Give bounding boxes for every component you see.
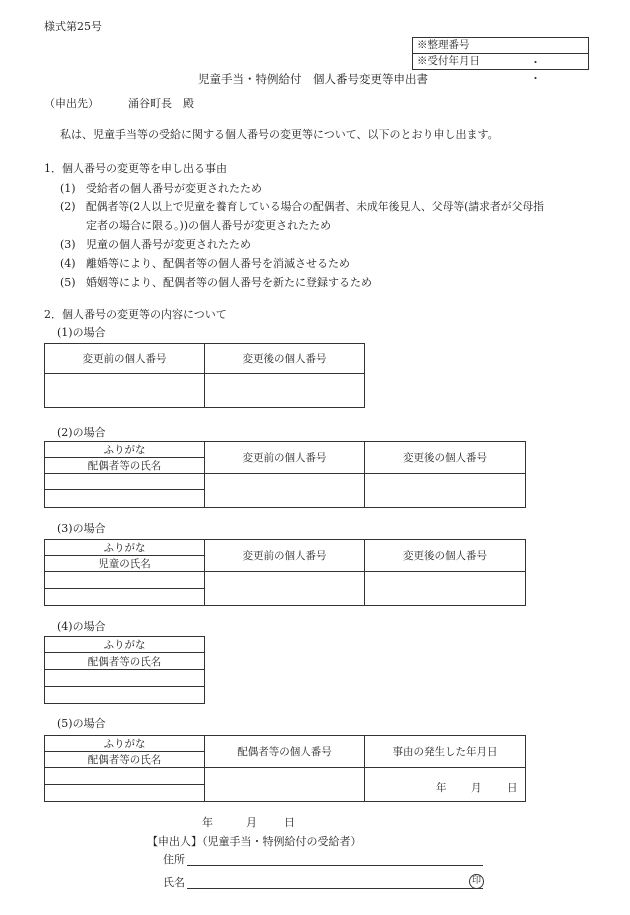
case5-label: (5)の場合 — [57, 717, 106, 730]
section2-heading: 2．個人番号の変更等の内容について — [44, 308, 227, 321]
case3-table — [44, 539, 526, 606]
case5-day: 日 — [507, 782, 518, 794]
case5-date-header: 事由の発生した年月日 — [365, 736, 526, 768]
case5-name-header: 配偶者等の氏名 — [45, 752, 205, 768]
reason-2-text: 配偶者等(2人以上で児童を養育している場合の配偶者、未成年後見人、父母等(請求者が父母指 — [86, 200, 544, 213]
case5-date-field[interactable] — [365, 768, 526, 802]
reason-2-num: (2) — [60, 200, 76, 213]
case5-furigana-header: ふりがな — [45, 736, 205, 752]
name-field[interactable] — [187, 888, 483, 889]
case5-year: 年 — [436, 782, 447, 794]
case4-label: (4)の場合 — [57, 620, 106, 633]
case4-name-header: 配偶者等の氏名 — [45, 653, 205, 670]
case2-after-header: 変更後の個人番号 — [365, 442, 526, 474]
statement: 私は、児童手当等の受給に関する個人番号の変更等について、以下のとおり申し出ます。 — [60, 128, 499, 141]
address-field[interactable] — [187, 865, 483, 866]
page-title: 児童手当・特例給付 個人番号変更等申出書 — [198, 72, 428, 86]
applicant-heading: 【申出人】（児童手当・特例給付の受給者） — [147, 835, 362, 848]
footer-year: 年 — [202, 816, 213, 829]
case4-furigana-field[interactable] — [45, 670, 205, 687]
footer-day: 日 — [284, 816, 295, 829]
name-label: 氏名 — [163, 876, 185, 889]
case5-month: 月 — [471, 782, 482, 794]
case5-number-header: 配偶者等の個人番号 — [205, 736, 365, 768]
case3-before-header: 変更前の個人番号 — [205, 540, 365, 572]
addressee-name: 涌谷町長 殿 — [128, 97, 194, 110]
seal-mark: 印 — [469, 874, 484, 889]
case2-table — [44, 441, 526, 508]
section1-heading: 1．個人番号の変更等を申し出る事由 — [44, 162, 227, 175]
reason-3-text: 児童の個人番号が変更されたため — [86, 238, 251, 251]
reason-4-num: (4) — [60, 257, 76, 270]
reason-2-text-cont: 定者の場合に限る。))の個人番号が変更されたため — [86, 219, 332, 232]
office-number-label: ※整理番号 — [417, 39, 470, 51]
office-use-box — [412, 37, 589, 85]
case1-before-header: 変更前の個人番号 — [45, 344, 205, 374]
case5-name-field[interactable] — [45, 785, 205, 802]
reason-5-text: 婚姻等により、配偶者等の個人番号を新たに登録するため — [86, 276, 372, 289]
case5-furigana-field[interactable] — [45, 768, 205, 785]
case1-label: (1)の場合 — [57, 326, 106, 339]
office-date-label: ※受付年月日 — [413, 53, 588, 69]
case5-number-field[interactable] — [205, 768, 365, 802]
case4-name-field[interactable] — [45, 687, 205, 704]
case4-table — [44, 636, 205, 704]
case3-after-digits[interactable] — [365, 572, 526, 606]
reason-3-num: (3) — [60, 238, 76, 251]
case3-label: (3)の場合 — [57, 522, 106, 535]
case2-after-digits[interactable] — [365, 474, 526, 508]
addressee-label: （申出先） — [44, 97, 99, 110]
case1-table — [44, 343, 365, 408]
footer-month: 月 — [246, 816, 257, 829]
case1-after-digits[interactable] — [205, 374, 365, 408]
case3-furigana-header: ふりがな — [45, 540, 205, 556]
case2-name-field[interactable] — [45, 490, 205, 508]
case2-before-header: 変更前の個人番号 — [205, 442, 365, 474]
case2-furigana-field[interactable] — [45, 474, 205, 490]
address-label: 住所 — [163, 853, 185, 866]
case3-name-header: 児童の氏名 — [45, 556, 205, 572]
case4-furigana-header: ふりがな — [45, 637, 205, 653]
case2-label: (2)の場合 — [57, 426, 106, 439]
case5-table — [44, 735, 526, 802]
case1-after-header: 変更後の個人番号 — [205, 344, 365, 374]
form-number: 様式第25号 — [44, 20, 102, 33]
case2-name-header: 配偶者等の氏名 — [45, 458, 205, 474]
reason-4-text: 離婚等により、配偶者等の個人番号を消滅させるため — [86, 257, 350, 270]
reason-1-text: 受給者の個人番号が変更されたため — [86, 182, 262, 195]
office-date-dots: ・ ・ — [530, 56, 563, 85]
case1-before-digits[interactable] — [45, 374, 205, 408]
reason-1-num: (1) — [60, 182, 76, 195]
case2-furigana-header: ふりがな — [45, 442, 205, 458]
case3-name-field[interactable] — [45, 589, 205, 606]
case3-after-header: 変更後の個人番号 — [365, 540, 526, 572]
case2-before-digits[interactable] — [205, 474, 365, 508]
case3-before-digits[interactable] — [205, 572, 365, 606]
case3-furigana-field[interactable] — [45, 572, 205, 589]
reason-5-num: (5) — [60, 276, 76, 289]
